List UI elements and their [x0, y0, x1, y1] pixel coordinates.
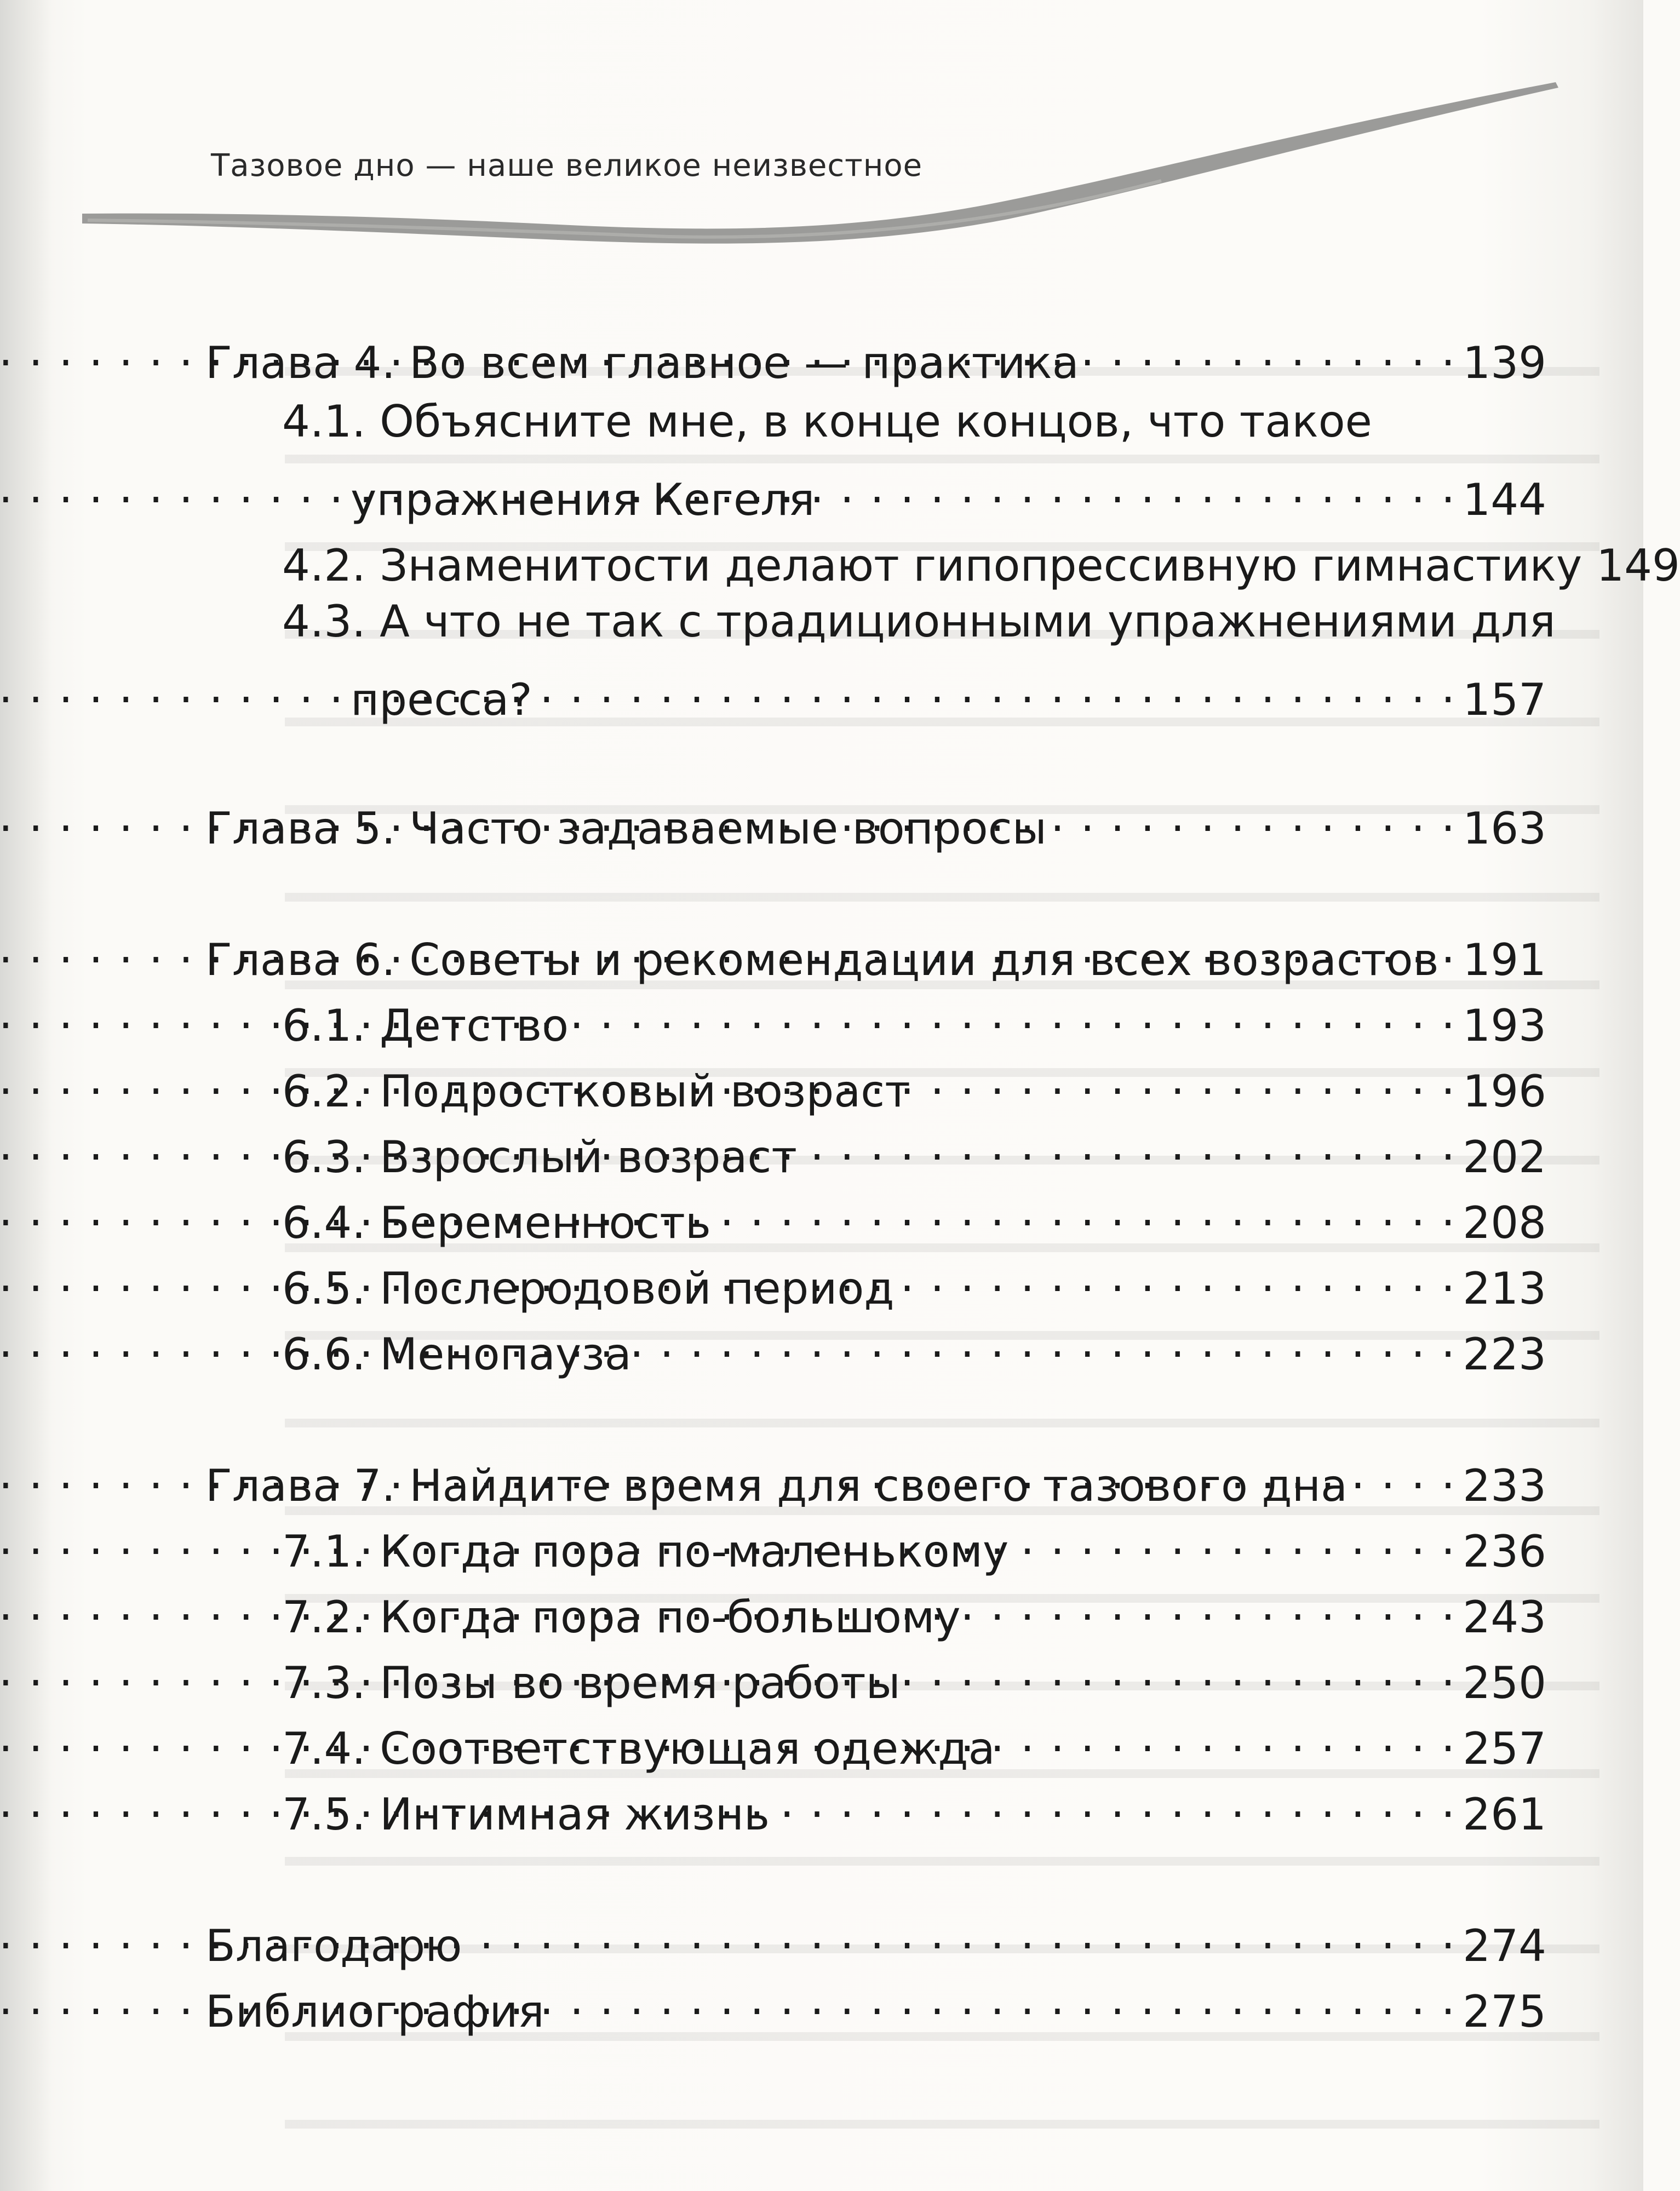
toc-section-6-6[interactable]	[282, 1315, 1546, 1382]
dot-leader	[552, 1972, 1457, 2027]
dot-leader	[805, 1117, 1456, 1172]
toc-page-number: 144	[1463, 474, 1546, 525]
toc-section-6-3[interactable]	[282, 1117, 1546, 1185]
toc-entry-title: 6.5. Послеродовой период	[282, 1263, 895, 1314]
toc-entry-title: Глава 6. Советы и рекомендации для всех возрастов	[205, 934, 1439, 985]
toc-section-6-1[interactable]	[282, 986, 1546, 1053]
toc-chapter-6[interactable]	[205, 920, 1546, 988]
toc-page-number: 163	[1463, 803, 1546, 854]
toc-section-7-2[interactable]	[282, 1578, 1546, 1645]
toc-section-7-5[interactable]	[282, 1775, 1546, 1842]
running-header: Тазовое дно — наше великое неизвестное	[211, 148, 923, 183]
toc-chapter-4[interactable]	[205, 323, 1546, 391]
dot-leader	[469, 1906, 1456, 1961]
toc-section-4-1-line1[interactable]: 4.1. Объясните мне, в конце концов, что такое	[282, 396, 1372, 447]
toc-section-4-3-line1[interactable]: 4.3. А что не так с традиционными упражнениями для	[282, 596, 1556, 647]
toc-entry-title: Библиография	[205, 1986, 544, 2037]
toc-entry-title: 6.6. Менопауза	[282, 1329, 632, 1380]
toc-entry-title: 7.5. Интимная жизнь	[282, 1789, 770, 1840]
toc-section-6-5[interactable]	[282, 1249, 1546, 1316]
dot-leader	[902, 1249, 1457, 1304]
toc-page-number: 193	[1463, 1000, 1546, 1051]
dot-leader	[1447, 920, 1457, 975]
toc-entry-title: 4.2. Знаменитости делают гипопрессивную гимнастику	[282, 540, 1582, 591]
toc-page-number: 275	[1463, 1986, 1546, 2037]
toc-entry-title: 6.3. Взрослый возраст	[282, 1132, 797, 1183]
toc-entry-title: пресса?	[351, 674, 532, 725]
toc-page-number: 274	[1463, 1920, 1546, 1971]
toc-entry-title: 7.4. Соответствующая одежда	[282, 1723, 995, 1774]
dot-leader	[1054, 789, 1456, 844]
toc-entry-title: 7.3. Позы во время работы	[282, 1657, 901, 1708]
toc-entry-title: Глава 5. Часто задаваемые вопросы	[205, 803, 1047, 854]
dot-leader	[576, 986, 1456, 1041]
toc-entry-title: Глава 7. Найдите время для своего тазового дна	[205, 1460, 1348, 1511]
toc-page-number: 233	[1463, 1460, 1546, 1511]
toc-section-6-4[interactable]	[282, 1183, 1546, 1251]
toc-entry-title: 6.4. Беременность	[282, 1197, 712, 1248]
toc-page-number: 257	[1463, 1723, 1546, 1774]
toc-entry-title: упражнения Кегеля	[351, 474, 815, 525]
dot-leader	[540, 660, 1457, 715]
dot-leader	[639, 1315, 1456, 1369]
toc-entry-title: 7.2. Когда пора по-большому	[282, 1592, 961, 1643]
toc-bibliography[interactable]	[205, 1972, 1546, 2039]
toc-chapter-7[interactable]	[205, 1446, 1546, 1513]
toc-section-7-1[interactable]	[282, 1512, 1546, 1579]
toc-entry-title: 6.1. Детство	[282, 1000, 569, 1051]
toc-page-number: 208	[1463, 1197, 1546, 1248]
toc-page-number: 157	[1463, 674, 1546, 725]
dot-leader	[719, 1183, 1456, 1238]
toc-section-6-2[interactable]	[282, 1052, 1546, 1119]
dot-leader	[1016, 1512, 1456, 1567]
toc-page-number: 139	[1463, 337, 1546, 388]
dot-leader	[968, 1578, 1457, 1632]
toc-chapter-5[interactable]	[205, 789, 1546, 856]
toc-section-4-1[interactable]	[351, 460, 1546, 527]
dot-leader	[777, 1775, 1456, 1829]
toc-entry-title: 7.1. Когда пора по-маленькому	[282, 1526, 1009, 1577]
toc-page-number: 202	[1463, 1132, 1546, 1183]
dot-leader	[1355, 1446, 1456, 1501]
toc-section-4-3[interactable]	[351, 660, 1546, 727]
dot-leader	[822, 460, 1456, 515]
toc-page-number: 196	[1463, 1066, 1546, 1117]
toc-page-number: 191	[1463, 934, 1546, 985]
toc-entry-title: Благодарю	[205, 1920, 462, 1971]
toc-page-number: 243	[1463, 1592, 1546, 1643]
dot-leader	[908, 1643, 1457, 1698]
toc-entry-title: Глава 4. Во всем главное — практика	[205, 337, 1079, 388]
toc-acknowledgements[interactable]	[205, 1906, 1546, 1974]
toc-entry-title: 6.2. Подростковый возраст	[282, 1066, 910, 1117]
toc-section-7-4[interactable]	[282, 1709, 1546, 1776]
dot-leader	[918, 1052, 1456, 1106]
dot-leader	[1003, 1709, 1457, 1764]
toc-page-number: 223	[1463, 1329, 1546, 1380]
toc-section-4-2[interactable]	[282, 526, 1680, 593]
toc-page-number: 149	[1596, 540, 1680, 591]
toc-page-number: 236	[1463, 1526, 1546, 1577]
toc-page-number: 213	[1463, 1263, 1546, 1314]
toc-page-number: 250	[1463, 1657, 1546, 1708]
toc-section-7-3[interactable]	[282, 1643, 1546, 1711]
dot-leader	[1087, 323, 1457, 378]
toc-page-number: 261	[1463, 1789, 1546, 1840]
